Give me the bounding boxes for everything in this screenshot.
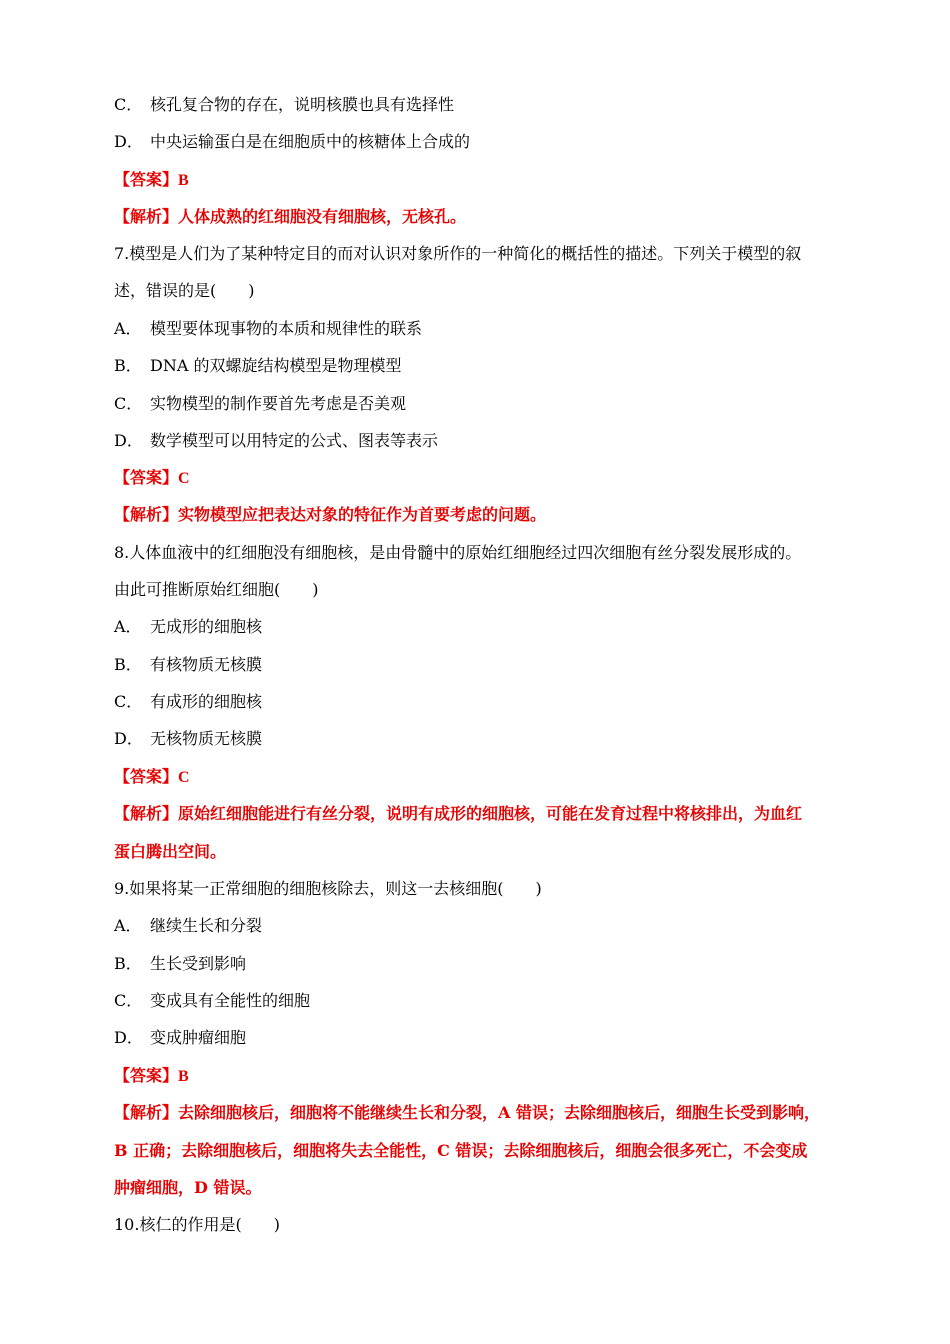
answer-tag: 【答案】 — [114, 170, 179, 189]
q8-option-c — [114, 692, 844, 712]
q8-stem-line-1: 8.人体血液中的红细胞没有细胞核，是由骨髓中的原始红细胞经过四次细胞有丝分裂发展形成的。 — [114, 543, 802, 562]
q8-stem-line-2: 由此可推断原始红细胞( ) — [114, 580, 319, 599]
explanation-text: 去除细胞核后，细胞将不能继续生长和分裂，A 错误；去除细胞核后，细胞生长受到影响， — [178, 1103, 821, 1122]
option-text: 变成肿瘤细胞 — [150, 1028, 247, 1047]
q7-option-c — [114, 394, 844, 414]
option-text: 模型要体现事物的本质和规律性的联系 — [150, 319, 423, 338]
option-letter: D． — [114, 729, 143, 748]
q7-option-a — [114, 319, 844, 339]
answer-tag: 【答案】 — [114, 468, 179, 487]
q8-explanation-cont — [114, 842, 844, 862]
answer-tag: 【答案】 — [114, 1066, 179, 1085]
option-text: 有成形的细胞核 — [150, 692, 263, 711]
explanation-text: 肿瘤细胞，D 错误。 — [114, 1178, 262, 1197]
q7-stem-line-1: 7.模型是人们为了某种特定目的而对认识对象所作的一种简化的概括性的描述。下列关于模型的叙 — [114, 244, 802, 263]
q9-explanation-cont-2 — [114, 1178, 844, 1198]
option-letter: C． — [114, 95, 143, 114]
option-text: 实物模型的制作要首先考虑是否美观 — [150, 394, 407, 413]
q8-option-b — [114, 655, 844, 675]
option-text: 中央运输蛋白是在细胞质中的核糖体上合成的 — [150, 132, 471, 151]
explanation-text: 原始红细胞能进行有丝分裂，说明有成形的细胞核，可能在发育过程中将核排出，为血红 — [178, 804, 803, 823]
q7-option-b — [114, 356, 844, 376]
option-letter: D． — [114, 431, 143, 450]
q10-stem: 10.核仁的作用是( ) — [114, 1215, 280, 1234]
explanation-tag: 【解析】 — [114, 804, 179, 823]
option-letter: B． — [114, 356, 142, 375]
q7-answer — [114, 468, 844, 489]
answer-tag: 【答案】 — [114, 767, 179, 786]
q6-option-c — [114, 95, 844, 115]
q8-option-a — [114, 617, 844, 637]
explanation-text: 人体成熟的红细胞没有细胞核，无核孔。 — [178, 207, 467, 226]
q9-explanation — [114, 1103, 844, 1123]
option-letter: A． — [114, 319, 142, 338]
option-letter: B． — [114, 655, 142, 674]
option-letter: C． — [114, 394, 143, 413]
q8-answer — [114, 767, 844, 788]
option-letter: D． — [114, 132, 143, 151]
q7-explanation — [114, 505, 844, 525]
q9-explanation-cont-1 — [114, 1141, 844, 1161]
explanation-tag: 【解析】 — [114, 207, 179, 226]
option-text: 无成形的细胞核 — [150, 617, 263, 636]
q6-answer — [114, 170, 844, 191]
option-text: 核孔复合物的存在，说明核膜也具有选择性 — [150, 95, 455, 114]
q9-option-b — [114, 954, 844, 974]
option-text: 有核物质无核膜 — [150, 655, 263, 674]
q9-answer — [114, 1066, 844, 1087]
explanation-text: 实物模型应把表达对象的特征作为首要考虑的问题。 — [178, 505, 547, 524]
q9-stem: 9.如果将某一正常细胞的细胞核除去，则这一去核细胞( ) — [114, 879, 542, 898]
explanation-text: B 正确；去除细胞核后，细胞将失去全能性，C 错误；去除细胞核后，细胞会很多死亡，不会变成 — [114, 1141, 808, 1160]
option-letter: D． — [114, 1028, 143, 1047]
option-letter: C． — [114, 991, 143, 1010]
q9-option-d — [114, 1028, 844, 1048]
option-letter: A． — [114, 617, 142, 636]
q9-option-a — [114, 916, 844, 936]
option-text: DNA 的双螺旋结构模型是物理模型 — [150, 356, 402, 375]
option-letter: C． — [114, 692, 143, 711]
explanation-tag: 【解析】 — [114, 1103, 179, 1122]
option-text: 变成具有全能性的细胞 — [150, 991, 311, 1010]
q8-explanation — [114, 804, 844, 824]
q8-option-d — [114, 729, 844, 749]
q7-option-d — [114, 431, 844, 451]
explanation-text: 蛋白腾出空间。 — [114, 842, 227, 861]
option-text: 数学模型可以用特定的公式、图表等表示 — [150, 431, 439, 450]
option-letter: B． — [114, 954, 142, 973]
q6-option-d — [114, 132, 844, 152]
answer-value: C — [178, 769, 190, 786]
q7-stem-line-2: 述，错误的是( ) — [114, 281, 255, 300]
answer-value: C — [178, 470, 190, 487]
option-text: 生长受到影响 — [150, 954, 247, 973]
option-text: 继续生长和分裂 — [150, 916, 263, 935]
q6-explanation — [114, 207, 844, 227]
option-text: 无核物质无核膜 — [150, 729, 263, 748]
option-letter: A． — [114, 916, 142, 935]
answer-value: B — [178, 172, 189, 189]
explanation-tag: 【解析】 — [114, 505, 179, 524]
q9-option-c — [114, 991, 844, 1011]
answer-value: B — [178, 1068, 189, 1085]
